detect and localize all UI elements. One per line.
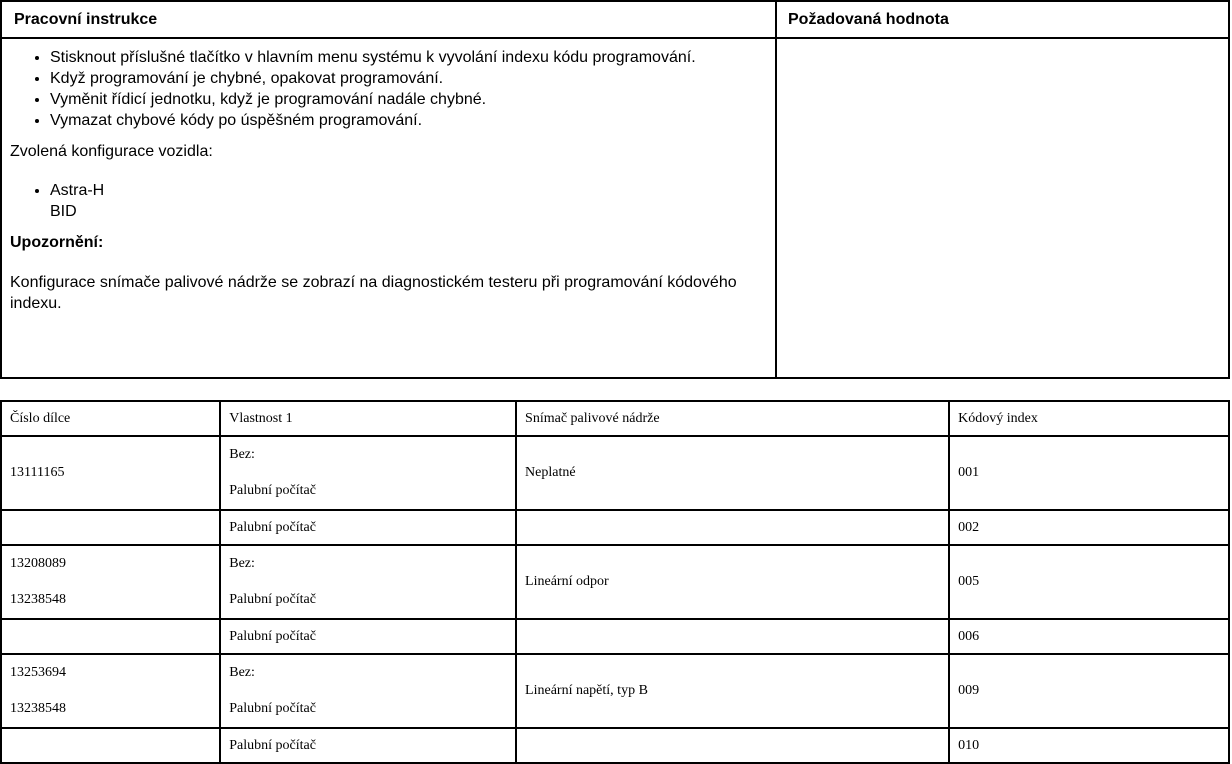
cell-fuel-sensor: Lineární napětí, typ B xyxy=(516,654,949,728)
cell-part-number xyxy=(1,654,220,728)
part-number: 13238548 xyxy=(10,592,66,607)
property-without: Bez: xyxy=(229,665,255,680)
part-number: 13238548 xyxy=(10,701,66,716)
part-number: 13253694 xyxy=(10,665,66,680)
instruction-table-header xyxy=(2,2,1228,39)
property-trip-computer: Palubní počítač xyxy=(229,701,316,716)
cell-fuel-sensor: Neplatné xyxy=(516,436,949,510)
cell-fuel-sensor: Lineární odpor xyxy=(516,545,949,619)
cell-part-number xyxy=(1,728,220,763)
col-header-part-number: Číslo dílce xyxy=(1,401,220,436)
step-item: • Když programování je chybné, opakovat programování. xyxy=(50,68,750,89)
cell-code-index: 005 xyxy=(949,545,1229,619)
cell-fuel-sensor xyxy=(516,619,949,654)
table-row xyxy=(1,510,1229,545)
cell-property: Palubní počítač xyxy=(220,510,516,545)
instruction-body xyxy=(10,47,750,314)
col-header-code-index: Kódový index xyxy=(949,401,1229,436)
header-required-value: Požadovaná hodnota xyxy=(788,11,949,28)
step-item: • Stisknout příslušné tlačítko v hlavním menu systému k vyvolání indexu kódu programování. xyxy=(50,47,750,68)
config-label: Zvolená konfigurace vozidla: xyxy=(10,143,213,160)
step-item: • Vyměnit řídicí jednotku, když je programování nadále chybné. xyxy=(50,89,750,110)
property-without: Bez: xyxy=(229,556,255,571)
col-header-fuel-sensor: Snímač palivové nádrže xyxy=(516,401,949,436)
warning-text: Konfigurace snímače palivové nádrže se zobrazí na diagnostickém testeru při programování kódového indexu. xyxy=(10,274,737,312)
cell-property xyxy=(220,436,516,510)
cell-code-index: 010 xyxy=(949,728,1229,763)
cell-code-index: 001 xyxy=(949,436,1229,510)
step-item: • Vymazat chybové kódy po úspěšném programování. xyxy=(50,110,750,131)
instruction-table xyxy=(0,0,1230,379)
parts-table xyxy=(0,400,1230,764)
cell-code-index: 009 xyxy=(949,654,1229,728)
property-without: Bez: xyxy=(229,447,255,462)
config-variant: BID xyxy=(50,203,77,220)
steps-list xyxy=(10,47,750,131)
column-divider xyxy=(775,2,777,377)
table-row xyxy=(1,654,1229,728)
cell-property xyxy=(220,545,516,619)
parts-header-row xyxy=(1,401,1229,436)
cell-property xyxy=(220,654,516,728)
property-trip-computer: Palubní počítač xyxy=(229,592,316,607)
table-row xyxy=(1,619,1229,654)
config-list xyxy=(10,180,750,222)
property-trip-computer: Palubní počítač xyxy=(229,483,316,498)
cell-part-number xyxy=(1,619,220,654)
cell-property: Palubní počítač xyxy=(220,728,516,763)
table-row xyxy=(1,728,1229,763)
cell-fuel-sensor xyxy=(516,728,949,763)
table-row xyxy=(1,545,1229,619)
table-row xyxy=(1,436,1229,510)
col-header-property: Vlastnost 1 xyxy=(220,401,516,436)
cell-code-index: 006 xyxy=(949,619,1229,654)
cell-part-number xyxy=(1,510,220,545)
header-work-instructions: Pracovní instrukce xyxy=(14,11,158,28)
cell-part-number xyxy=(1,545,220,619)
cell-property: Palubní počítač xyxy=(220,619,516,654)
config-item xyxy=(50,180,750,222)
cell-fuel-sensor xyxy=(516,510,949,545)
cell-code-index: 002 xyxy=(949,510,1229,545)
cell-part-number xyxy=(1,436,220,510)
warning-label: Upozornění: xyxy=(10,234,104,251)
part-number: 13208089 xyxy=(10,556,66,571)
part-number: 13111165 xyxy=(10,465,65,480)
config-model: Astra-H xyxy=(50,182,105,199)
